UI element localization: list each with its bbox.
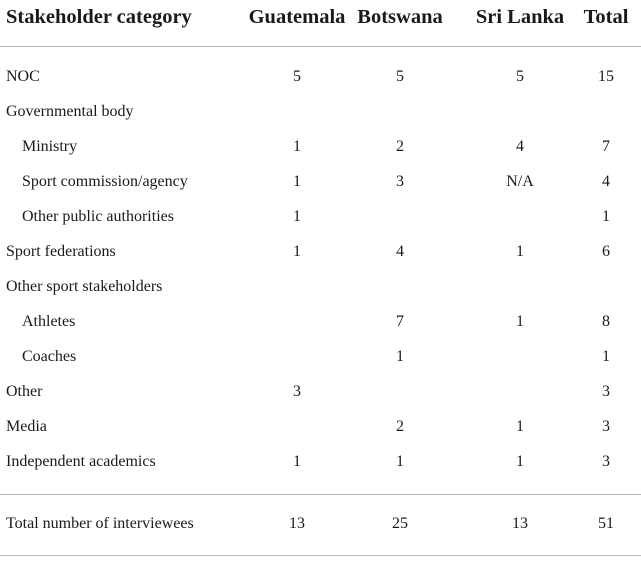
cell-sri-lanka: 1 (516, 243, 524, 260)
cell-guatemala (247, 272, 347, 302)
cell-total: 6 (602, 243, 610, 260)
header-total: Total (583, 6, 629, 28)
row-label: Other (6, 383, 43, 400)
cell-botswana: 5 (396, 68, 404, 85)
cell-sri-lanka (469, 97, 571, 127)
cell-guatemala: 3 (293, 383, 301, 400)
cell-total: 15 (598, 68, 614, 85)
total-sri-lanka: 13 (512, 515, 528, 532)
total-guatemala: 13 (289, 515, 305, 532)
cell-total: 1 (602, 348, 610, 365)
cell-total: 3 (602, 453, 610, 470)
cell-botswana (350, 97, 450, 127)
row-label: Independent academics (6, 453, 156, 470)
row-label: Other sport stakeholders (6, 278, 163, 295)
row-label: Other public authorities (22, 208, 174, 225)
bottom-rule (0, 555, 641, 556)
row-label: Sport commission/agency (22, 173, 188, 190)
cell-guatemala: 1 (293, 243, 301, 260)
row-label: Governmental body (6, 103, 134, 120)
cell-guatemala: 1 (293, 453, 301, 470)
cell-guatemala (247, 342, 347, 372)
header-stakeholder-category: Stakeholder category (6, 6, 192, 28)
total-row-label: Total number of interviewees (6, 515, 194, 532)
total-total: 51 (598, 515, 614, 532)
row-label: Coaches (22, 348, 77, 365)
cell-total (571, 272, 641, 302)
row-label: Sport federations (6, 243, 116, 260)
cell-botswana (350, 377, 450, 407)
table-row (0, 62, 641, 92)
cell-total: 4 (602, 173, 610, 190)
cell-botswana: 4 (396, 243, 404, 260)
table-header (0, 2, 641, 32)
cell-sri-lanka: 1 (516, 313, 524, 330)
cell-botswana: 7 (396, 313, 404, 330)
cell-total: 8 (602, 313, 610, 330)
total-row (0, 509, 641, 539)
cell-sri-lanka: 1 (516, 453, 524, 470)
cell-sri-lanka (469, 272, 571, 302)
cell-botswana: 2 (396, 138, 404, 155)
cell-sri-lanka (469, 342, 571, 372)
table-row (0, 132, 641, 162)
table-row (0, 447, 641, 477)
header-rule (0, 46, 641, 47)
total-rule (0, 494, 641, 495)
table-row (0, 377, 641, 407)
cell-botswana: 1 (396, 348, 404, 365)
cell-botswana: 3 (396, 173, 404, 190)
cell-guatemala (247, 307, 347, 337)
cell-total: 3 (602, 383, 610, 400)
cell-guatemala (247, 412, 347, 442)
cell-total: 3 (602, 418, 610, 435)
row-label: NOC (6, 68, 40, 85)
table-row (0, 307, 641, 337)
cell-botswana: 1 (396, 453, 404, 470)
cell-guatemala: 1 (293, 208, 301, 225)
cell-guatemala: 1 (293, 138, 301, 155)
cell-total: 7 (602, 138, 610, 155)
cell-sri-lanka (469, 202, 571, 232)
row-label: Media (6, 418, 47, 435)
cell-botswana: 2 (396, 418, 404, 435)
table-row (0, 167, 641, 197)
total-botswana: 25 (392, 515, 408, 532)
row-label: Ministry (22, 138, 78, 155)
cell-guatemala: 5 (293, 68, 301, 85)
table-row (0, 412, 641, 442)
cell-total: 1 (602, 208, 610, 225)
cell-guatemala (247, 97, 347, 127)
table-row (0, 342, 641, 372)
table-row (0, 97, 641, 127)
cell-sri-lanka (469, 377, 571, 407)
cell-sri-lanka: 4 (516, 138, 524, 155)
header-botswana: Botswana (357, 6, 443, 28)
cell-botswana (350, 202, 450, 232)
cell-total (571, 97, 641, 127)
table-row (0, 237, 641, 267)
table-row (0, 272, 641, 302)
header-guatemala: Guatemala (248, 6, 346, 28)
cell-sri-lanka: 1 (516, 418, 524, 435)
row-label: Athletes (22, 313, 76, 330)
cell-botswana (350, 272, 450, 302)
header-sri-lanka: Sri Lanka (475, 6, 565, 28)
cell-sri-lanka: N/A (506, 173, 534, 190)
cell-sri-lanka: 5 (516, 68, 524, 85)
cell-guatemala: 1 (293, 173, 301, 190)
table-row (0, 202, 641, 232)
